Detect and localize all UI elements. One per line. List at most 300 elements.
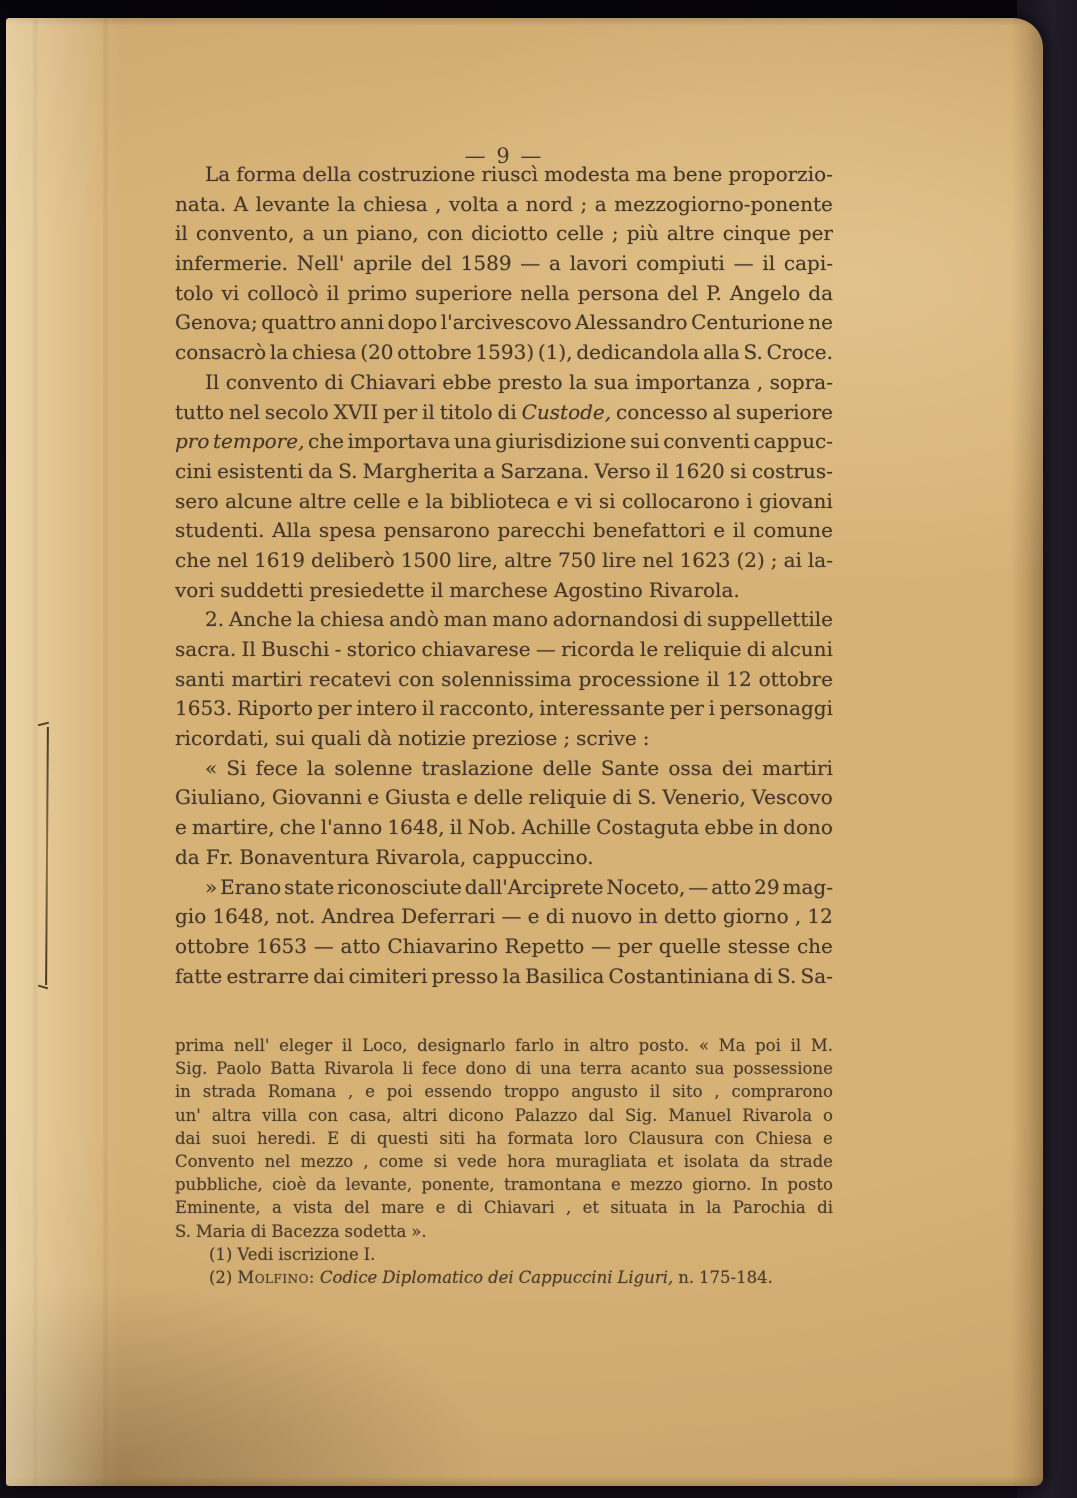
word: racconto, — [439, 696, 535, 721]
text-line — [175, 489, 833, 519]
word: presso — [431, 963, 499, 988]
word: — — [535, 637, 556, 661]
word: Verso — [594, 458, 651, 483]
word: 1619 — [254, 547, 305, 572]
word: o — [823, 1105, 833, 1125]
text-line — [175, 251, 833, 281]
word: processione — [578, 666, 700, 691]
word: volta — [449, 191, 499, 216]
word: Clausura — [628, 1128, 704, 1148]
word: villa — [262, 1105, 298, 1125]
word: Chiavari — [350, 369, 436, 394]
word: « — [205, 755, 218, 780]
word: quelle — [658, 933, 721, 958]
word: importanza — [635, 369, 751, 394]
paragraph — [175, 1036, 833, 1245]
word: 1620 — [673, 458, 725, 483]
word: nell' — [233, 1036, 270, 1055]
text-line — [175, 815, 833, 845]
word: possessione — [733, 1059, 833, 1079]
text-line — [175, 696, 833, 726]
word: delle — [542, 755, 592, 780]
word: Si — [226, 755, 247, 780]
word: Sa- — [800, 963, 833, 988]
word: titolo — [439, 399, 493, 424]
word: ricorda — [561, 637, 635, 661]
word: (20 — [360, 340, 394, 365]
word: altre — [504, 547, 552, 572]
word: Venerio, — [662, 785, 746, 810]
word: una — [539, 1059, 572, 1079]
main-text-block — [175, 162, 833, 993]
word: Bacezza — [271, 1221, 340, 1241]
word: interessante — [539, 696, 666, 721]
word: di — [545, 904, 565, 929]
word: Parochia — [732, 1198, 806, 1218]
word: il — [706, 666, 720, 691]
footnote-block — [175, 1036, 833, 1291]
word: il — [762, 251, 776, 276]
word: 1500 — [400, 547, 452, 572]
word: , — [435, 191, 442, 216]
word: presto — [497, 369, 563, 394]
word: da — [175, 844, 200, 869]
word: atto — [340, 933, 381, 958]
word: P. — [706, 280, 722, 305]
word: hora — [507, 1151, 546, 1171]
word: convento — [225, 369, 318, 394]
word: nel — [642, 547, 674, 572]
word: ; — [611, 221, 619, 246]
word: superiore — [415, 280, 513, 305]
word: Maria — [195, 1221, 246, 1241]
text-line — [175, 1059, 833, 1082]
word: XVII — [333, 399, 379, 424]
word: cappuccino. — [472, 844, 594, 869]
text-line — [175, 904, 833, 934]
text-line — [175, 785, 833, 815]
word: più — [626, 221, 659, 246]
word: mezzo — [300, 1151, 354, 1171]
word: il — [421, 696, 435, 721]
word: ottobre — [397, 340, 472, 365]
word: dedicandola — [576, 340, 700, 365]
word: Giovanni — [271, 785, 362, 810]
word: il — [655, 458, 669, 483]
text-line — [175, 281, 833, 311]
word: Rivarola. — [648, 577, 740, 602]
word: notizie — [397, 726, 467, 751]
word: — — [733, 251, 754, 276]
word: ossa — [668, 755, 713, 780]
word: 29 — [754, 874, 780, 899]
word: — — [591, 933, 612, 958]
word: di — [683, 607, 703, 632]
word: 1648, — [212, 904, 270, 929]
text-line — [175, 607, 833, 637]
word: presiedette — [309, 577, 425, 602]
word: e — [407, 488, 419, 513]
word: Deferrari — [401, 904, 496, 929]
text-line — [175, 1222, 833, 1245]
word: il — [790, 1036, 802, 1055]
word: ottobre — [758, 666, 833, 691]
word: tutto — [175, 399, 225, 424]
word: dai — [175, 1128, 201, 1148]
word: Chiavarino — [387, 933, 498, 958]
paragraph — [175, 162, 833, 370]
word: si — [433, 1151, 448, 1171]
word: S. — [743, 340, 763, 365]
word: Loco, — [362, 1036, 408, 1055]
word: Repetto — [504, 933, 585, 958]
word: come — [378, 1151, 424, 1171]
word: biblioteca — [450, 488, 550, 513]
word: nuovo — [571, 904, 633, 929]
word: la — [568, 369, 588, 394]
text-line — [175, 1175, 833, 1198]
word: celle — [352, 488, 401, 513]
word: dei — [721, 755, 753, 780]
word: dai — [313, 963, 345, 988]
word: chiesa — [291, 340, 357, 365]
word: del — [420, 251, 452, 276]
word: e — [456, 785, 468, 810]
word: la — [706, 1198, 722, 1218]
word: ; — [563, 726, 571, 751]
word: 1623 — [679, 547, 731, 572]
word: Vescovo — [751, 785, 833, 810]
word: si — [729, 458, 747, 483]
word: detto — [663, 904, 717, 929]
word: , — [363, 1151, 369, 1171]
text-line — [175, 1152, 833, 1175]
word: tempore, — [212, 429, 305, 454]
word: intero — [356, 696, 418, 721]
word: comune — [753, 518, 833, 543]
word: E — [327, 1128, 340, 1148]
word: e — [556, 488, 569, 513]
word: Codice — [319, 1267, 378, 1287]
word: suppellettile — [707, 607, 833, 632]
word: lire, — [457, 547, 499, 572]
word: mezzogiorno-ponente — [614, 191, 833, 216]
word: riconosciute — [337, 874, 462, 899]
word: sero — [175, 488, 219, 513]
word: piano, — [356, 221, 419, 246]
word: riuscì — [481, 162, 539, 186]
word: 12 — [726, 666, 752, 691]
word: pensarono — [383, 518, 490, 543]
word: Chiavari — [483, 1198, 555, 1218]
word: consacrò — [175, 340, 267, 365]
word: Sante — [600, 755, 660, 780]
word: Erano — [220, 874, 282, 899]
word: heredi. — [257, 1128, 317, 1148]
word: di — [456, 1198, 473, 1218]
word: in — [679, 1198, 695, 1218]
word: cioè — [272, 1175, 307, 1195]
word: Riporto — [236, 696, 313, 721]
word: una — [454, 429, 492, 454]
word: prima — [175, 1036, 225, 1055]
word: andò — [389, 607, 439, 632]
word: e — [610, 1175, 621, 1195]
word: per — [617, 933, 653, 958]
word: il — [422, 399, 435, 424]
word: , — [714, 1082, 720, 1102]
word: terra — [579, 1059, 622, 1079]
word: lavori — [569, 251, 628, 276]
word: - — [334, 637, 342, 661]
word: Noceto, — [606, 874, 686, 899]
paragraph — [175, 370, 833, 608]
word: martiri — [762, 755, 833, 780]
word: sua — [695, 1059, 725, 1079]
word: Rivarola, — [375, 844, 467, 869]
word: di — [746, 637, 766, 661]
word: Centurione — [691, 310, 805, 335]
text-line — [175, 964, 833, 994]
word: la — [306, 755, 326, 780]
text-line — [175, 756, 833, 786]
word: S. — [175, 1221, 191, 1241]
word: posto — [787, 1175, 833, 1195]
word: cinque — [722, 221, 791, 246]
word: da — [749, 1151, 770, 1171]
word: 1589 — [460, 251, 512, 276]
word: ne — [808, 310, 833, 335]
word: formata — [507, 1128, 574, 1148]
word: iscrizione — [278, 1244, 359, 1264]
text-line — [175, 340, 833, 370]
text-line — [175, 934, 833, 964]
word: in — [758, 815, 779, 840]
word: e — [713, 518, 726, 543]
word: il — [175, 221, 188, 246]
word: da — [308, 458, 333, 483]
word: per — [317, 696, 352, 721]
word: alcune — [225, 488, 293, 513]
word: S. — [776, 963, 797, 988]
word: sopra- — [769, 369, 833, 394]
word: situata — [610, 1198, 668, 1218]
word: di — [817, 1198, 833, 1218]
word: Sig. — [175, 1059, 208, 1079]
word: suoi — [211, 1128, 246, 1148]
word: Il — [205, 369, 220, 394]
word: Sig. — [625, 1105, 658, 1125]
word: personaggi — [719, 696, 833, 721]
word: ricordati, — [175, 726, 270, 751]
word: altri — [402, 1105, 438, 1125]
word: M. — [810, 1036, 833, 1055]
word: : — [642, 726, 650, 751]
word: secolo — [264, 399, 329, 424]
word: di — [497, 399, 517, 424]
word: per — [798, 221, 833, 246]
word: costrus- — [751, 458, 833, 483]
word: state — [284, 874, 335, 899]
word: con — [308, 1105, 338, 1125]
word: Costaguta — [596, 815, 700, 840]
word: nel — [264, 1151, 291, 1171]
word: ; — [770, 547, 778, 572]
word: nata. — [175, 191, 227, 216]
word: delle — [473, 785, 523, 810]
word: La — [205, 162, 231, 186]
word: giorno — [722, 904, 789, 929]
text-line — [175, 310, 833, 340]
word: a — [594, 191, 607, 216]
text-line — [175, 726, 833, 756]
word: e — [435, 1198, 446, 1218]
word: che — [279, 815, 316, 840]
word: anni — [339, 310, 385, 335]
word: deliberò — [311, 547, 395, 572]
word: suddetti — [220, 577, 304, 602]
word: Croce. — [766, 340, 833, 365]
word: quattro — [261, 310, 337, 335]
word: Andrea — [321, 904, 395, 929]
word: acanto — [630, 1059, 687, 1079]
word: le — [639, 637, 659, 661]
word: fece — [255, 755, 298, 780]
word: « — [698, 1036, 709, 1055]
word: Giuliano, — [175, 785, 267, 810]
word: (2) — [736, 547, 765, 572]
word: bene — [672, 162, 723, 186]
word: si — [598, 488, 616, 513]
word: martire, — [191, 815, 275, 840]
word: vi — [574, 488, 593, 513]
word: Convento — [175, 1151, 255, 1171]
word: solenne — [334, 755, 413, 780]
stitch-hook-bottom — [38, 985, 48, 990]
word: muragliata — [555, 1151, 647, 1171]
word: del — [344, 1198, 370, 1218]
word: il — [326, 280, 340, 305]
word: nel — [228, 399, 261, 424]
text-line — [175, 845, 833, 875]
word: lire — [602, 547, 637, 572]
word: ma — [636, 162, 667, 186]
word: infermerie. — [175, 251, 289, 276]
word: giurisdizione — [495, 429, 627, 454]
page-number-header: — 9 — — [464, 144, 544, 168]
word: della — [302, 162, 352, 186]
word: (2) — [209, 1267, 233, 1287]
word: del — [667, 280, 699, 305]
text-line — [175, 875, 833, 905]
word: in — [563, 1036, 580, 1055]
text-line — [175, 1082, 833, 1105]
word: nel — [216, 547, 249, 572]
word: pubbliche, — [175, 1175, 263, 1195]
word: giovani — [759, 488, 833, 513]
word: sui — [275, 726, 305, 751]
word: (1) — [209, 1244, 233, 1264]
word: solennissima — [441, 666, 572, 691]
word: con — [714, 1128, 745, 1148]
word: e — [367, 785, 380, 810]
text-line — [175, 518, 833, 548]
word: dall'Arciprete — [464, 874, 604, 899]
word: Agostino — [553, 577, 643, 602]
text-line — [175, 1198, 833, 1221]
word: vori — [175, 577, 215, 602]
word: tolo — [175, 280, 214, 305]
word: primo — [347, 280, 408, 305]
word: altro — [589, 1036, 629, 1055]
word: 1653 — [256, 933, 308, 958]
word: ; — [580, 191, 588, 216]
word: superiore — [735, 399, 833, 424]
word: fece — [421, 1059, 457, 1079]
word: — — [501, 904, 522, 929]
word: chiesa — [319, 607, 385, 632]
word: I. — [363, 1244, 376, 1264]
word: dono — [783, 815, 833, 840]
word: da — [808, 280, 833, 305]
word: scrive — [576, 726, 637, 751]
word: chiesa — [363, 191, 428, 216]
word: sui — [630, 429, 660, 454]
word: Sarzana. — [500, 458, 590, 483]
word: da — [315, 1175, 337, 1195]
word: collocarono — [622, 488, 740, 513]
word: Nell' — [296, 251, 345, 276]
word: santi — [175, 666, 225, 691]
word: collocò — [247, 280, 319, 305]
text-line — [175, 1268, 833, 1291]
word: troppo — [503, 1082, 560, 1102]
word: importava — [347, 429, 451, 454]
word: A — [233, 191, 249, 216]
word: mano — [492, 607, 549, 632]
word: forma — [236, 162, 297, 186]
word: — — [313, 933, 334, 958]
text-line — [175, 192, 833, 222]
word: isolata — [683, 1151, 739, 1171]
word: Basilica — [525, 963, 605, 988]
word: esistenti — [217, 458, 304, 483]
word: la- — [807, 547, 833, 572]
text-line — [175, 1245, 833, 1268]
word: i — [746, 488, 753, 513]
word: adornandosi — [552, 607, 679, 632]
word: dà — [367, 726, 392, 751]
word: siti — [439, 1128, 466, 1148]
word: altre — [298, 488, 347, 513]
word: e — [823, 1128, 833, 1148]
word: levante, — [345, 1175, 413, 1195]
stitch-hook-top — [38, 722, 49, 727]
word: » — [205, 874, 218, 899]
paragraph — [175, 875, 833, 994]
word: ebbe — [704, 815, 754, 840]
word: il — [449, 815, 463, 840]
binding-stitch — [45, 727, 49, 985]
word: et — [582, 1198, 599, 1218]
word: poi — [755, 1036, 781, 1055]
word: dei — [488, 1267, 514, 1287]
word: stesse — [727, 933, 791, 958]
word: Angelo — [729, 280, 801, 305]
word: Vedi — [237, 1244, 274, 1264]
word: farlo — [515, 1036, 555, 1055]
word: estrarre — [226, 963, 310, 988]
